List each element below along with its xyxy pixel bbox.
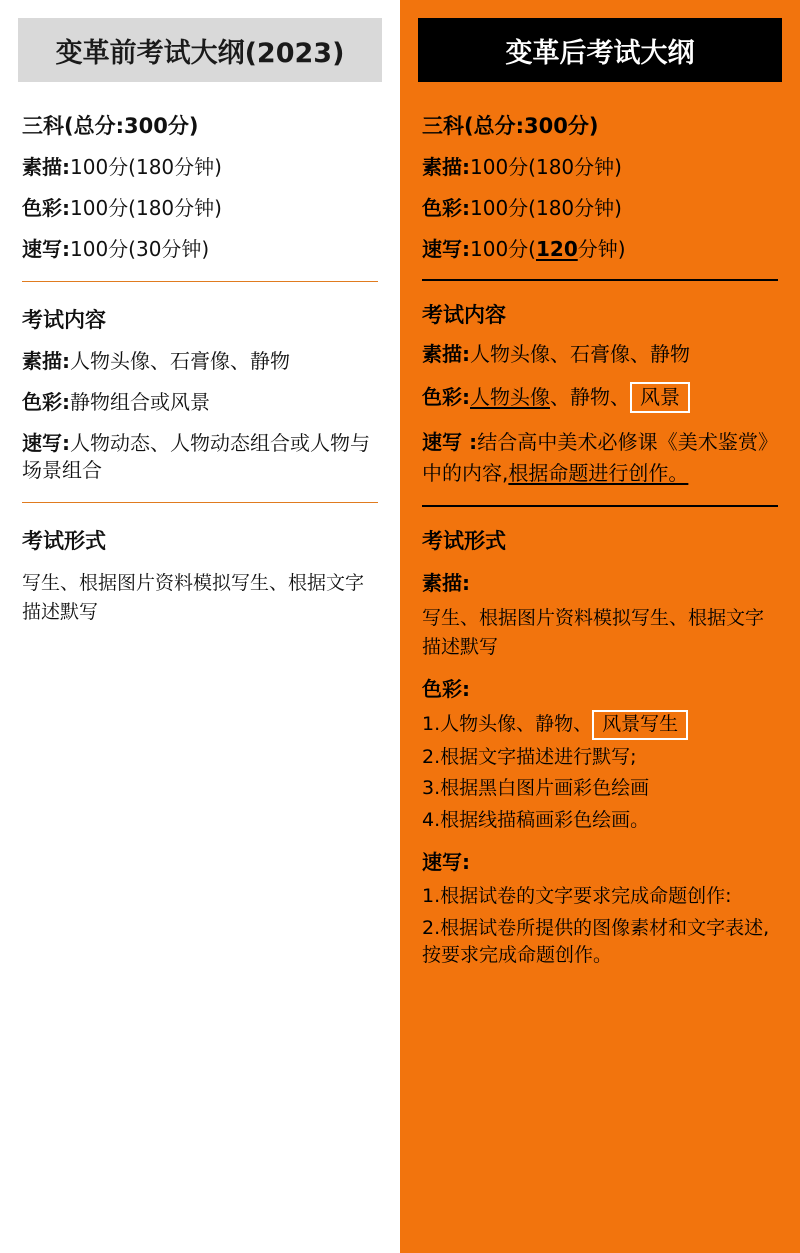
right-form-sketch-label: 素描: [422,571,470,595]
left-divider [22,281,378,282]
left-header-title: 变革前考试大纲(2023) [55,37,345,69]
right-subject-detail: 100分(180分钟) [470,155,622,179]
right-subject-detail-post: 分钟) [577,237,626,261]
left-content-detail: 人物头像、石膏像、静物 [70,349,290,373]
right-content-sketch-label: 素描: [422,342,470,366]
left-subject-row [22,154,378,181]
left-content-title: 考试内容 [22,308,106,332]
right-content-color [422,382,778,413]
right-column-after-reform [400,0,800,1253]
right-subject-row [422,236,778,263]
left-content-name: 色彩: [22,390,70,414]
right-subject-highlight: 120 [535,237,578,261]
list-item: 2.根据试卷所提供的图像素材和文字表述,按要求完成命题创作。 [422,916,770,967]
left-form-text: 写生、根据图片资料模拟写生、根据文字描述默写 [22,572,365,623]
right-content-speed [422,427,778,489]
left-header-banner [18,18,382,82]
right-content-speed-label: 速写 : [422,430,478,454]
right-subject-detail-pre: 100分( [470,237,536,261]
right-divider [422,279,778,281]
left-subject-detail: 100分(30分钟) [70,237,210,261]
right-subject-row [422,195,778,222]
right-subject-name: 素描: [422,155,470,179]
left-subject-row [22,195,378,222]
right-content-sketch-text: 人物头像、石膏像、静物 [470,342,690,366]
left-subject-detail: 100分(180分钟) [70,155,222,179]
right-content-speed-text: 结合高中美术必修课《美术鉴赏》中的内容, [422,430,778,485]
right-form-color-item1-boxed: 风景写生 [592,710,688,740]
right-content-sketch [422,341,778,368]
right-header-banner [418,18,782,82]
left-form-title: 考试形式 [22,529,106,553]
right-content-color-underlined: 人物头像 [470,385,550,409]
left-content-row [22,430,378,484]
right-form-title: 考试形式 [422,529,506,553]
right-subject-name: 速写: [422,237,470,261]
right-content-color-boxed: 风景 [630,382,690,413]
left-content-detail: 人物动态、人物动态组合或人物与场景组合 [22,431,370,482]
left-body [0,82,400,626]
right-body [400,82,800,970]
left-subject-name: 素描: [22,155,70,179]
right-form-color-list [422,710,778,834]
left-subject-name: 速写: [22,237,70,261]
right-form-speed-list [422,883,778,970]
right-content-color-mid: 、静物、 [550,385,630,409]
left-content-name: 素描: [22,349,70,373]
right-form-color-item1-pre: 1.人物头像、静物、 [422,713,593,735]
left-divider [22,502,378,503]
right-subject-name: 色彩: [422,196,470,220]
left-content-name: 速写: [22,431,70,455]
list-item: 1.根据试卷的文字要求完成命题创作: [422,885,732,908]
right-header-title: 变革后考试大纲 [505,37,695,69]
left-content-row [22,389,378,416]
list-item: 2.根据文字描述进行默写; [422,745,637,768]
right-form-color-label: 色彩: [422,677,470,701]
left-subject-row [22,236,378,263]
right-form-speed-label: 速写: [422,850,470,875]
left-content-row [22,348,378,375]
right-subject-row [422,154,778,181]
right-content-color-label: 色彩: [422,385,470,409]
left-content-detail: 静物组合或风景 [70,390,210,414]
right-content-title: 考试内容 [422,303,506,327]
right-divider [422,505,778,507]
list-item: 3.根据黑白图片画彩色绘画 [422,777,650,800]
left-subject-name: 色彩: [22,196,70,220]
right-content-speed-underlined: 根据命题进行创作。 [508,461,689,485]
list-item: 4.根据线描稿画彩色绘画。 [422,808,650,831]
right-subject-detail: 100分(180分钟) [470,196,622,220]
right-subjects-heading: 三科(总分:300分) [422,114,599,138]
right-form-sketch-text: 写生、根据图片资料模拟写生、根据文字描述默写 [422,607,765,658]
left-subject-detail: 100分(180分钟) [70,196,222,220]
list-item [422,710,778,740]
left-subjects-heading: 三科(总分:300分) [22,114,199,138]
